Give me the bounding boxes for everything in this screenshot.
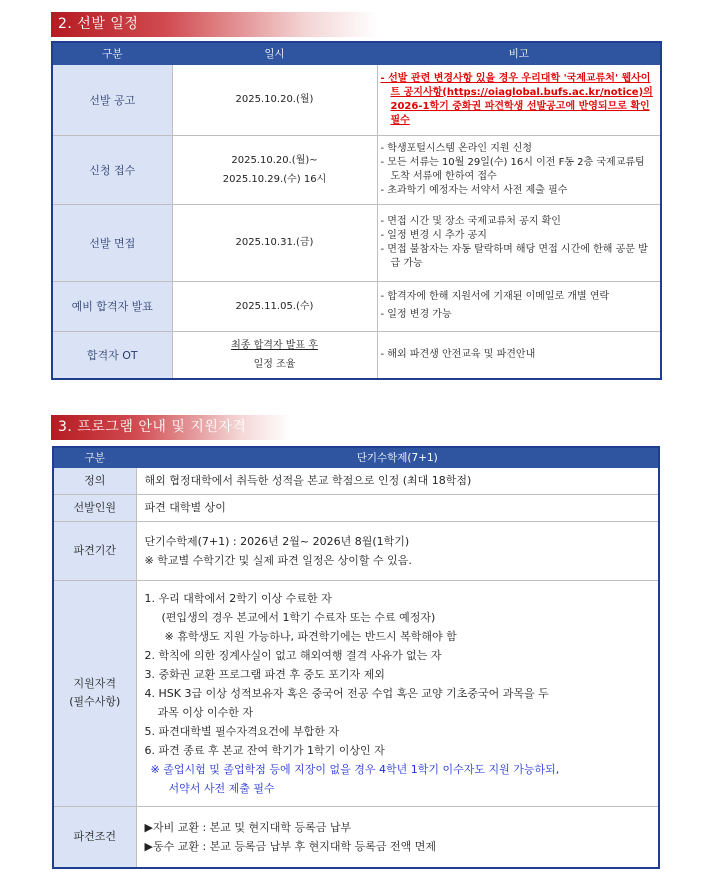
date-line: 2025.10.20.(월) <box>235 94 314 105</box>
table-row <box>53 580 659 806</box>
period-note: ※ 학교별 수학기간 및 실제 파견 일정은 상이할 수 있음. <box>144 553 412 567</box>
table-header-row <box>53 447 659 467</box>
row-date <box>172 331 377 379</box>
row-date <box>172 64 377 135</box>
table-row <box>53 521 659 580</box>
table-header-row <box>52 42 661 64</box>
label-line: (필수사항) <box>69 695 121 708</box>
row-notes <box>377 281 661 331</box>
table-row <box>52 135 661 204</box>
condition-line: ▶자비 교환 : 본교 및 현지대학 등록금 납부 <box>144 820 352 834</box>
row-category: 합격자 OT <box>52 331 172 379</box>
row-value <box>136 580 659 806</box>
header-category: 구분 <box>52 42 172 64</box>
row-date <box>172 135 377 204</box>
date-line: 최종 합격자 발표 후 <box>231 339 318 351</box>
row-notes <box>377 204 661 281</box>
row-date <box>172 281 377 331</box>
qualification-item: 6. 파견 종료 후 본교 잔여 학기가 1학기 이상인 자 <box>144 743 385 757</box>
row-notes <box>377 64 661 135</box>
note-line: - 일정 변경 가능 <box>380 309 452 320</box>
row-value: 파견 대학별 상이 <box>136 494 659 521</box>
row-label: 파견조건 <box>53 806 136 868</box>
qualification-item: 2. 학칙에 의한 징계사실이 없고 해외여행 결격 사유가 없는 자 <box>144 648 442 662</box>
table-row <box>52 204 661 281</box>
note-line: - 면접 불참자는 자동 탈락하며 해당 면접 시간에 한해 공문 발급 가능 <box>380 243 648 269</box>
row-category: 예비 합격자 발표 <box>52 281 172 331</box>
row-category: 선발 면접 <box>52 204 172 281</box>
note-line: - 학생포털시스템 온라인 지원 신청 <box>380 142 533 154</box>
row-label <box>53 580 136 806</box>
period-line: 단기수학제(7+1) : 2026년 2월~ 2026년 8월(1학기) <box>144 534 410 548</box>
qualification-item: 3. 중화권 교환 프로그램 파견 후 중도 포기자 제외 <box>144 667 385 681</box>
table-row <box>53 494 659 521</box>
row-category: 신청 접수 <box>52 135 172 204</box>
table-row <box>53 467 659 494</box>
section-3-title: 3. 프로그램 안내 및 지원자격 <box>51 415 291 440</box>
condition-line: ▶동수 교환 : 본교 등록금 납부 후 현지대학 등록금 전액 면제 <box>144 839 437 853</box>
header-category: 구분 <box>53 447 136 467</box>
row-date <box>172 204 377 281</box>
row-label: 선발인원 <box>53 494 136 521</box>
qualification-exception: ※ 졸업시험 및 졸업학점 등에 지장이 없을 경우 4학년 1학기 이수자도 지원 가능하되, <box>150 762 560 776</box>
row-value <box>136 806 659 868</box>
qualification-item: 1. 우리 대학에서 2학기 이상 수료한 자 <box>144 591 332 605</box>
qualification-item: 5. 파견대학별 필수자격요건에 부합한 자 <box>144 724 339 738</box>
qualification-subnote: (편입생의 경우 본교에서 1학기 수료자 또는 수료 예정자) <box>161 610 436 624</box>
date-line: 2025.10.29.(수) 16시 <box>222 173 327 185</box>
row-category: 선발 공고 <box>52 64 172 135</box>
qualification-exception: 서약서 사전 제출 필수 <box>168 781 275 795</box>
selection-schedule-table <box>51 41 662 380</box>
row-label: 정의 <box>53 467 136 494</box>
header-date: 일시 <box>172 42 377 64</box>
note-line: - 모든 서류는 10월 29일(수) 16시 이전 F동 2층 국제교류팀 도착 서류에 한하여 접수 <box>380 156 645 182</box>
table-row <box>52 331 661 379</box>
qualification-subnote: ※ 휴학생도 지원 가능하나, 파견학기에는 반드시 복학해야 함 <box>164 629 457 643</box>
row-value: 해외 협정대학에서 취득한 성적을 본교 학점으로 인정 (최대 18학점) <box>136 467 659 494</box>
date-line: 2025.10.31.(금) <box>235 237 314 248</box>
table-row <box>52 64 661 135</box>
table-row <box>52 281 661 331</box>
header-program: 단기수학제(7+1) <box>136 447 659 467</box>
program-info-table <box>52 446 660 869</box>
note-line: - 합격자에 한해 지원서에 기재된 이메일로 개별 연락 <box>380 291 610 302</box>
date-line: 2025.10.20.(월)~ <box>231 154 318 166</box>
row-notes <box>377 135 661 204</box>
row-label: 파견기간 <box>53 521 136 580</box>
table-row <box>53 806 659 868</box>
note-line: - 선발 관련 변경사항 있을 경우 우리대학 '국제교류처' 웹사이트 공지사항(https://oiaglobal.bufs.ac.kr/notice)의 2026-1학기 중화권 파견학생 선발공고에 반영되므로 확인 필수 <box>380 72 653 126</box>
row-value <box>136 521 659 580</box>
row-notes <box>377 331 661 379</box>
label-line: 지원자격 <box>73 677 116 690</box>
note-line: - 초과학기 예정자는 서약서 사전 제출 필수 <box>380 184 568 196</box>
header-notes: 비고 <box>377 42 661 64</box>
date-line: 2025.11.05.(수) <box>235 300 314 312</box>
qualification-item-cont: 과목 이상 이수한 자 <box>157 705 253 719</box>
note-line: - 면접 시간 및 장소 국제교류처 공지 확인 <box>380 215 561 227</box>
section-2-title: 2. 선발 일정 <box>51 12 377 37</box>
qualification-item: 4. HSK 3급 이상 성적보유자 혹은 중국어 전공 수업 혹은 교양 기초중국어 과목을 두 <box>144 686 549 700</box>
note-line: - 일정 변경 시 추가 공지 <box>380 229 487 241</box>
date-line: 일정 조율 <box>253 358 296 370</box>
note-line: - 해외 파견생 안전교육 및 파견안내 <box>380 348 536 360</box>
